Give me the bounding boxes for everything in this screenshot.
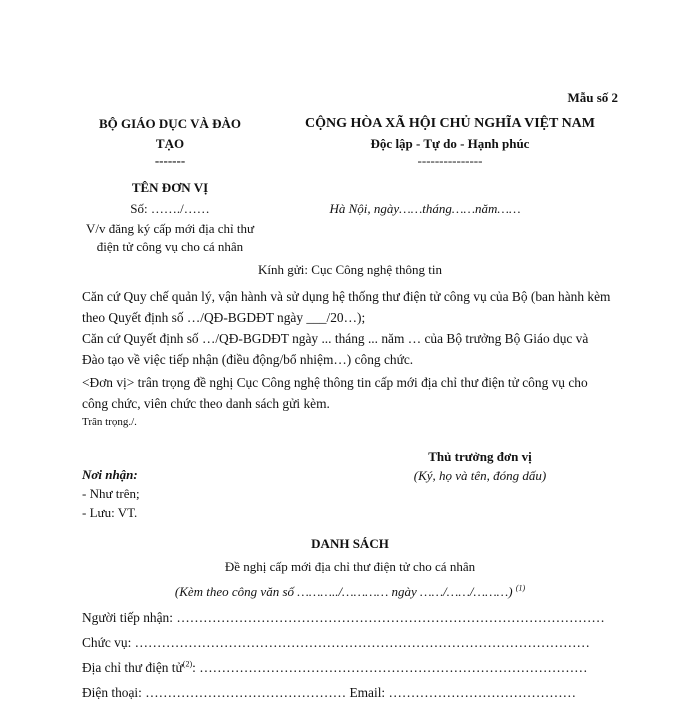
list-attached-text: (Kèm theo công văn số ………../………… ngày ……/……/………): [174, 584, 513, 599]
form-code: Mẫu số 2: [567, 90, 618, 105]
email-row: [82, 660, 607, 676]
position-label: Chức vụ:: [82, 635, 132, 650]
unit-name: TÊN ĐƠN VỊ: [131, 180, 209, 195]
recipients-label: Nơi nhận:: [82, 467, 138, 482]
email2-dots[interactable]: ……………………………………: [388, 685, 576, 700]
signature-note: (Ký, họ và tên, đóng dấu): [413, 468, 547, 483]
footnote-2-mark: (2): [182, 660, 193, 669]
email-dots[interactable]: ……………………………………………………………………………: [199, 660, 588, 675]
list-title: DANH SÁCH: [311, 536, 389, 551]
phone-row: [82, 685, 607, 701]
ministry-rule: -------: [154, 153, 186, 168]
signature-title: Thủ trưởng đơn vị: [428, 449, 532, 464]
receiver-dots[interactable]: ……………………………………………………………………………………: [176, 610, 605, 625]
paragraph-1: Căn cứ Quy chế quản lý, vận hành và sử dụng hệ thống thư điện tử công vụ của Bộ (ban hành kèm theo Quyết định số …/QĐ-BGDĐT ngày ___/20…);: [82, 289, 611, 325]
country-name: CỘNG HÒA XÃ HỘI CHỦ NGHĨA VIỆT NAM: [304, 116, 595, 131]
motto: Độc lập - Tự do - Hạnh phúc: [370, 136, 530, 151]
country-header: [270, 114, 630, 168]
closing: Trân trọng./.: [82, 416, 137, 428]
receiver-row: [82, 610, 607, 626]
motto-rule: ---------------: [417, 153, 483, 168]
recipients-line2: - Lưu: VT.: [82, 505, 138, 520]
subject-line1: V/v đăng ký cấp mới địa chỉ thư: [85, 221, 255, 236]
email2-label: Email:: [349, 685, 386, 700]
phone-dots[interactable]: ………………………………………: [145, 685, 347, 700]
paragraph-3: <Đơn vị> trân trọng đề nghị Cục Công nghệ thông tin cấp mới địa chỉ thư điện tử công vụ cho công chức, viên chức theo danh sách gửi kèm.: [82, 375, 588, 411]
position-dots[interactable]: …………………………………………………………………………………………: [134, 635, 590, 650]
list-subtitle: Đề nghị cấp mới địa chỉ thư điện tử cho cá nhân: [224, 559, 476, 574]
email-label: Địa chỉ thư điện tử: [82, 660, 183, 675]
list-attached: [0, 584, 700, 600]
receiver-label: Người tiếp nhận:: [82, 610, 173, 625]
ministry-header: [80, 114, 260, 198]
recipient-line: Kính gửi: Cục Công nghệ thông tin: [258, 262, 442, 277]
document-number: Số: ……./……: [130, 201, 210, 216]
footnote-1-mark: (1): [515, 583, 526, 593]
signature-block: [360, 447, 600, 485]
ministry-name-line2: TẠO: [155, 136, 185, 151]
email-colon: :: [192, 660, 196, 675]
position-row: [82, 635, 607, 651]
phone-label: Điện thoại:: [82, 685, 142, 700]
ministry-name-line1: BỘ GIÁO DỤC VÀ ĐÀO: [98, 116, 242, 131]
reference-block: [75, 200, 265, 256]
paragraph-2: Căn cứ Quyết định số …/QĐ-BGDĐT ngày ... tháng ... năm … của Bộ trưởng Bộ Giáo dục và Đào tạo về việc tiếp nhận (điều động/bổ nhiệm…) công chức.: [82, 331, 589, 367]
recipients-block: [82, 465, 140, 522]
recipients-line1: - Như trên;: [82, 486, 140, 501]
subject-line2: điện tử công vụ cho cá nhân: [96, 239, 244, 254]
place-date: Hà Nội, ngày……tháng……năm……: [329, 201, 521, 216]
